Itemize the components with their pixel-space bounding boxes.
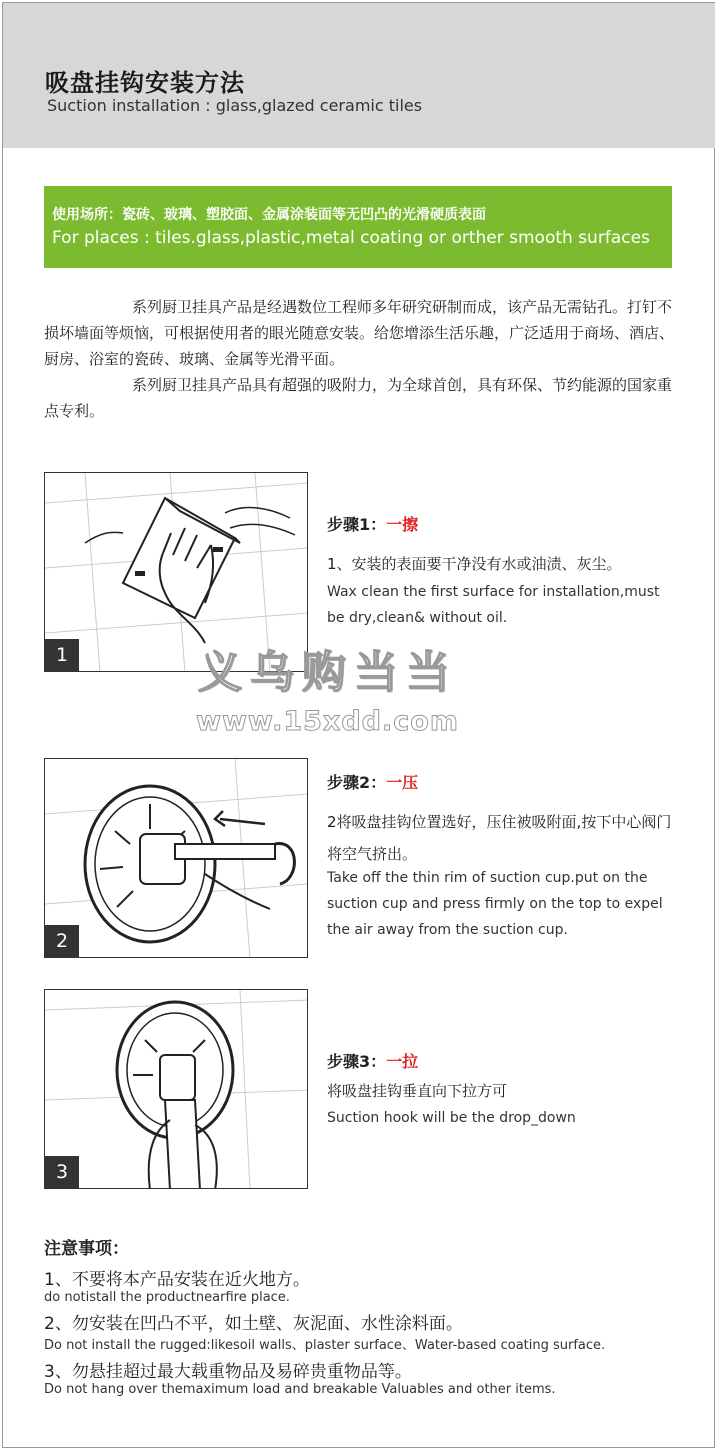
step-number: 3 xyxy=(45,1156,79,1188)
press-illustration xyxy=(45,759,308,958)
note-cn: 1、不要将本产品安装在近火地方。 xyxy=(44,1270,310,1290)
step-label: 步骤1： xyxy=(327,515,387,534)
watermark-url: www.15xdd.com xyxy=(196,706,459,737)
intro-paragraph: 系列厨卫挂具产品是经遇数位工程师多年研究研制而成，该产品无需钻孔。打钉不损坏墙面等烦恼，可根据使用者的眼光随意安装。给您增添生活乐趣，广泛适用于商场、酒店、厨房、浴室的瓷砖、玻璃、金属等光滑平面。 xyxy=(44,298,675,368)
intro-paragraph: 系列厨卫挂具产品具有超强的吸附力，为全球首创，具有环保、节约能源的国家重点专利。 xyxy=(44,376,673,420)
step-number: 1 xyxy=(45,639,79,671)
watermark-cn: 义乌购当当 xyxy=(198,647,458,698)
step-number: 2 xyxy=(45,925,79,957)
step2-cn: 2将吸盘挂钩位置选好，压住被吸附面,按下中心阀门将空气挤出。 xyxy=(327,813,672,863)
header xyxy=(3,3,715,148)
note-en: Do not install the rugged:likesoil walls、plaster surface、Water-based coating surface. xyxy=(44,1338,606,1353)
page-title: 吸盘挂钩安装方法 xyxy=(45,69,245,97)
step2-en: Take off the thin rim of suction cup.put on the suction cup and press firmly on the top to expel the air away from the suction cup. xyxy=(327,870,663,938)
intro-text xyxy=(44,294,674,424)
step-action: 一拉 xyxy=(386,1052,419,1071)
note-cn: 3、勿悬挂超过最大载重物品及易碎贵重物品等。 xyxy=(44,1362,412,1382)
step-action: 一擦 xyxy=(386,515,419,534)
step3-en: Suction hook will be the drop_down xyxy=(327,1110,576,1126)
note-en: Do not hang over themaximum load and breakable Valuables and other items. xyxy=(44,1382,556,1397)
places-en: For places : tiles.glass,plastic,metal coating or orther smooth surfaces xyxy=(52,228,650,248)
step1-title xyxy=(327,512,418,535)
step1-en: Wax clean the first surface for installation,must be dry,clean& without oil. xyxy=(327,584,660,626)
step1-cn: 1、安装的表面要干净没有水或油渍、灰尘。 xyxy=(327,555,622,573)
notes-section xyxy=(44,1234,684,1401)
step2-illustration xyxy=(44,758,308,958)
step-action: 一压 xyxy=(386,773,419,792)
step3-cn: 将吸盘挂钩垂直向下拉方可 xyxy=(327,1082,508,1100)
pull-illustration xyxy=(45,990,308,1189)
places-banner xyxy=(44,186,672,268)
notes-title: 注意事项： xyxy=(44,1239,129,1259)
note-cn: 2、勿安装在凹凸不平，如土壁、灰泥面、水性涂料面。 xyxy=(44,1314,463,1334)
step3-title xyxy=(327,1049,418,1072)
note-en: do notistall the productnearfire place. xyxy=(44,1290,290,1305)
step-label: 步骤3： xyxy=(327,1052,387,1071)
step2-title xyxy=(327,770,418,793)
page-subtitle: Suction installation : glass,glazed ceramic tiles xyxy=(47,96,423,115)
places-cn: 使用场所：瓷砖、玻璃、塑胶面、金属涂装面等无凹凸的光滑硬质表面 xyxy=(52,207,486,223)
step3-illustration xyxy=(44,989,308,1189)
step-label: 步骤2： xyxy=(327,773,387,792)
